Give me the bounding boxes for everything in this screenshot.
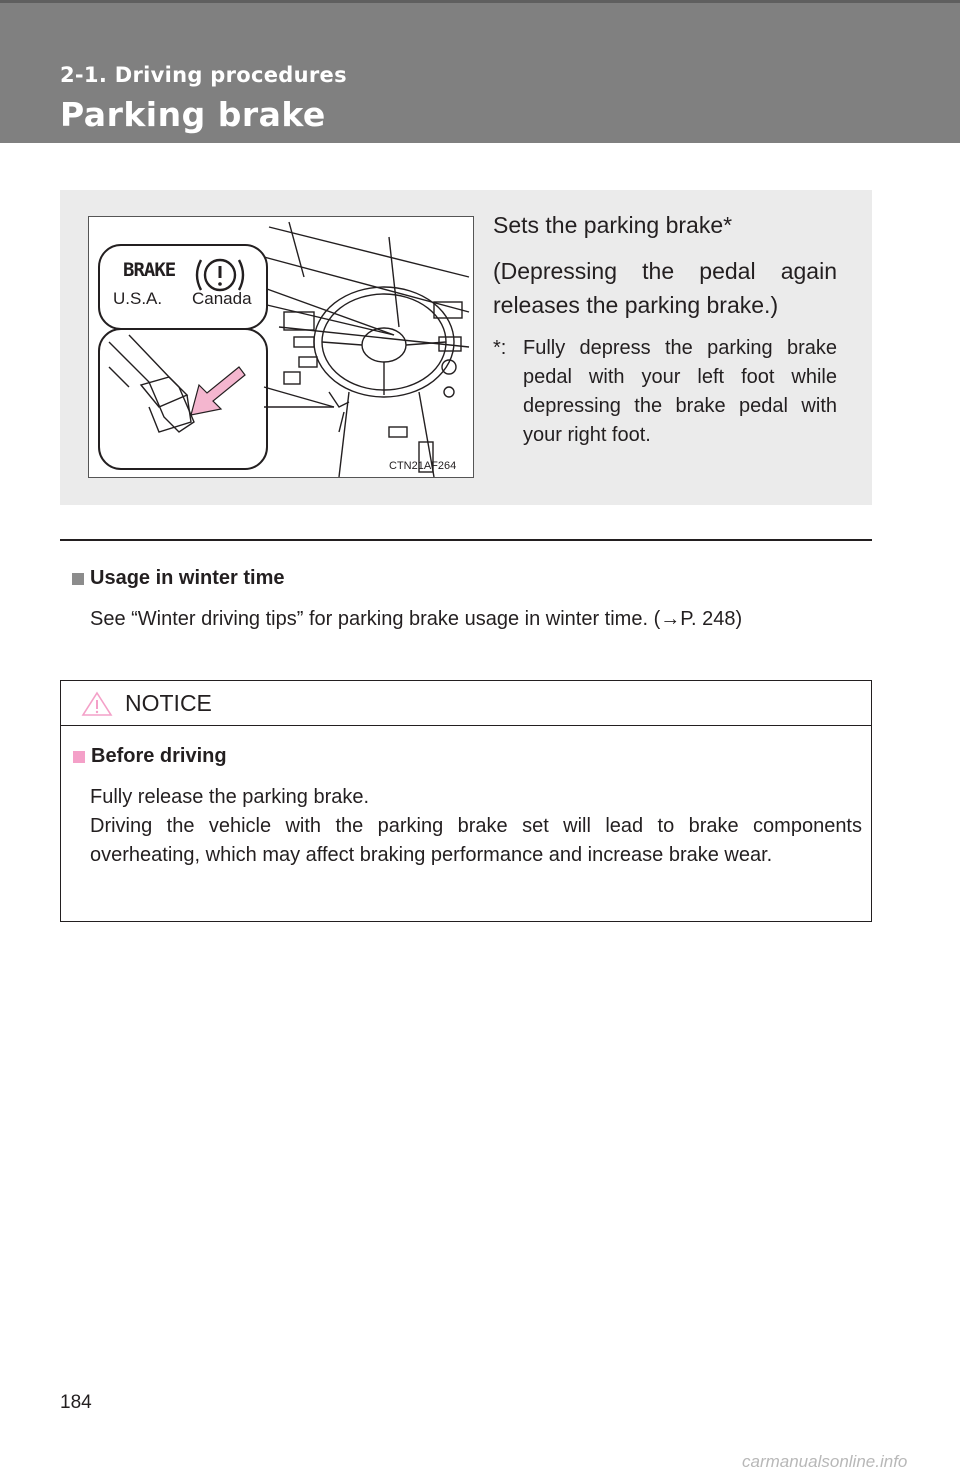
usage-heading [72,567,285,590]
square-bullet-icon [72,573,84,585]
footnote-mark: *: [493,337,507,359]
warning-triangle-icon [81,691,113,717]
notice-subheading-text: Before driving [91,745,227,767]
usage-heading-text: Usage in winter time [90,567,285,589]
info-panel [60,190,872,505]
label-usa: U.S.A. [113,289,163,308]
divider [60,539,872,541]
notice-line-1: Fully release the parking brake. [90,786,370,808]
image-code: CTN21AF264 [389,460,457,472]
section-label: 2-1. Driving procedures [60,63,347,87]
panel-line-1: Sets the parking brake* [493,212,733,238]
page-title: Parking brake [60,95,326,134]
brake-lamp-text: BRAKE [123,259,176,281]
dashboard-drawing [89,217,473,477]
notice-box [60,680,872,922]
watermark: carmanualsonline.info [742,1452,908,1471]
footnote-text: Fully depress the parking brake pedal with your left foot while depressing the brake pedal with your right foot. [523,337,837,446]
square-bullet-icon [73,751,85,763]
notice-title: NOTICE [125,690,212,716]
notice-line-2: Driving the vehicle with the parking brake set will lead to brake components overheating, which may affect braking performance and increase brake wear. [90,815,862,866]
label-canada: Canada [192,289,252,308]
notice-header [61,681,871,726]
parking-brake-illustration [88,216,474,478]
notice-body [90,783,862,870]
panel-line-2: (Depressing the pedal again releases the parking brake.) [493,258,837,318]
panel-text [493,208,837,450]
usage-text: See “Winter driving tips” for parking brake usage in winter time. (→P. 248) [90,608,743,630]
footnote [493,334,837,450]
notice-subheading [73,745,227,768]
chapter-header [0,0,960,143]
page-number: 184 [60,1392,92,1413]
